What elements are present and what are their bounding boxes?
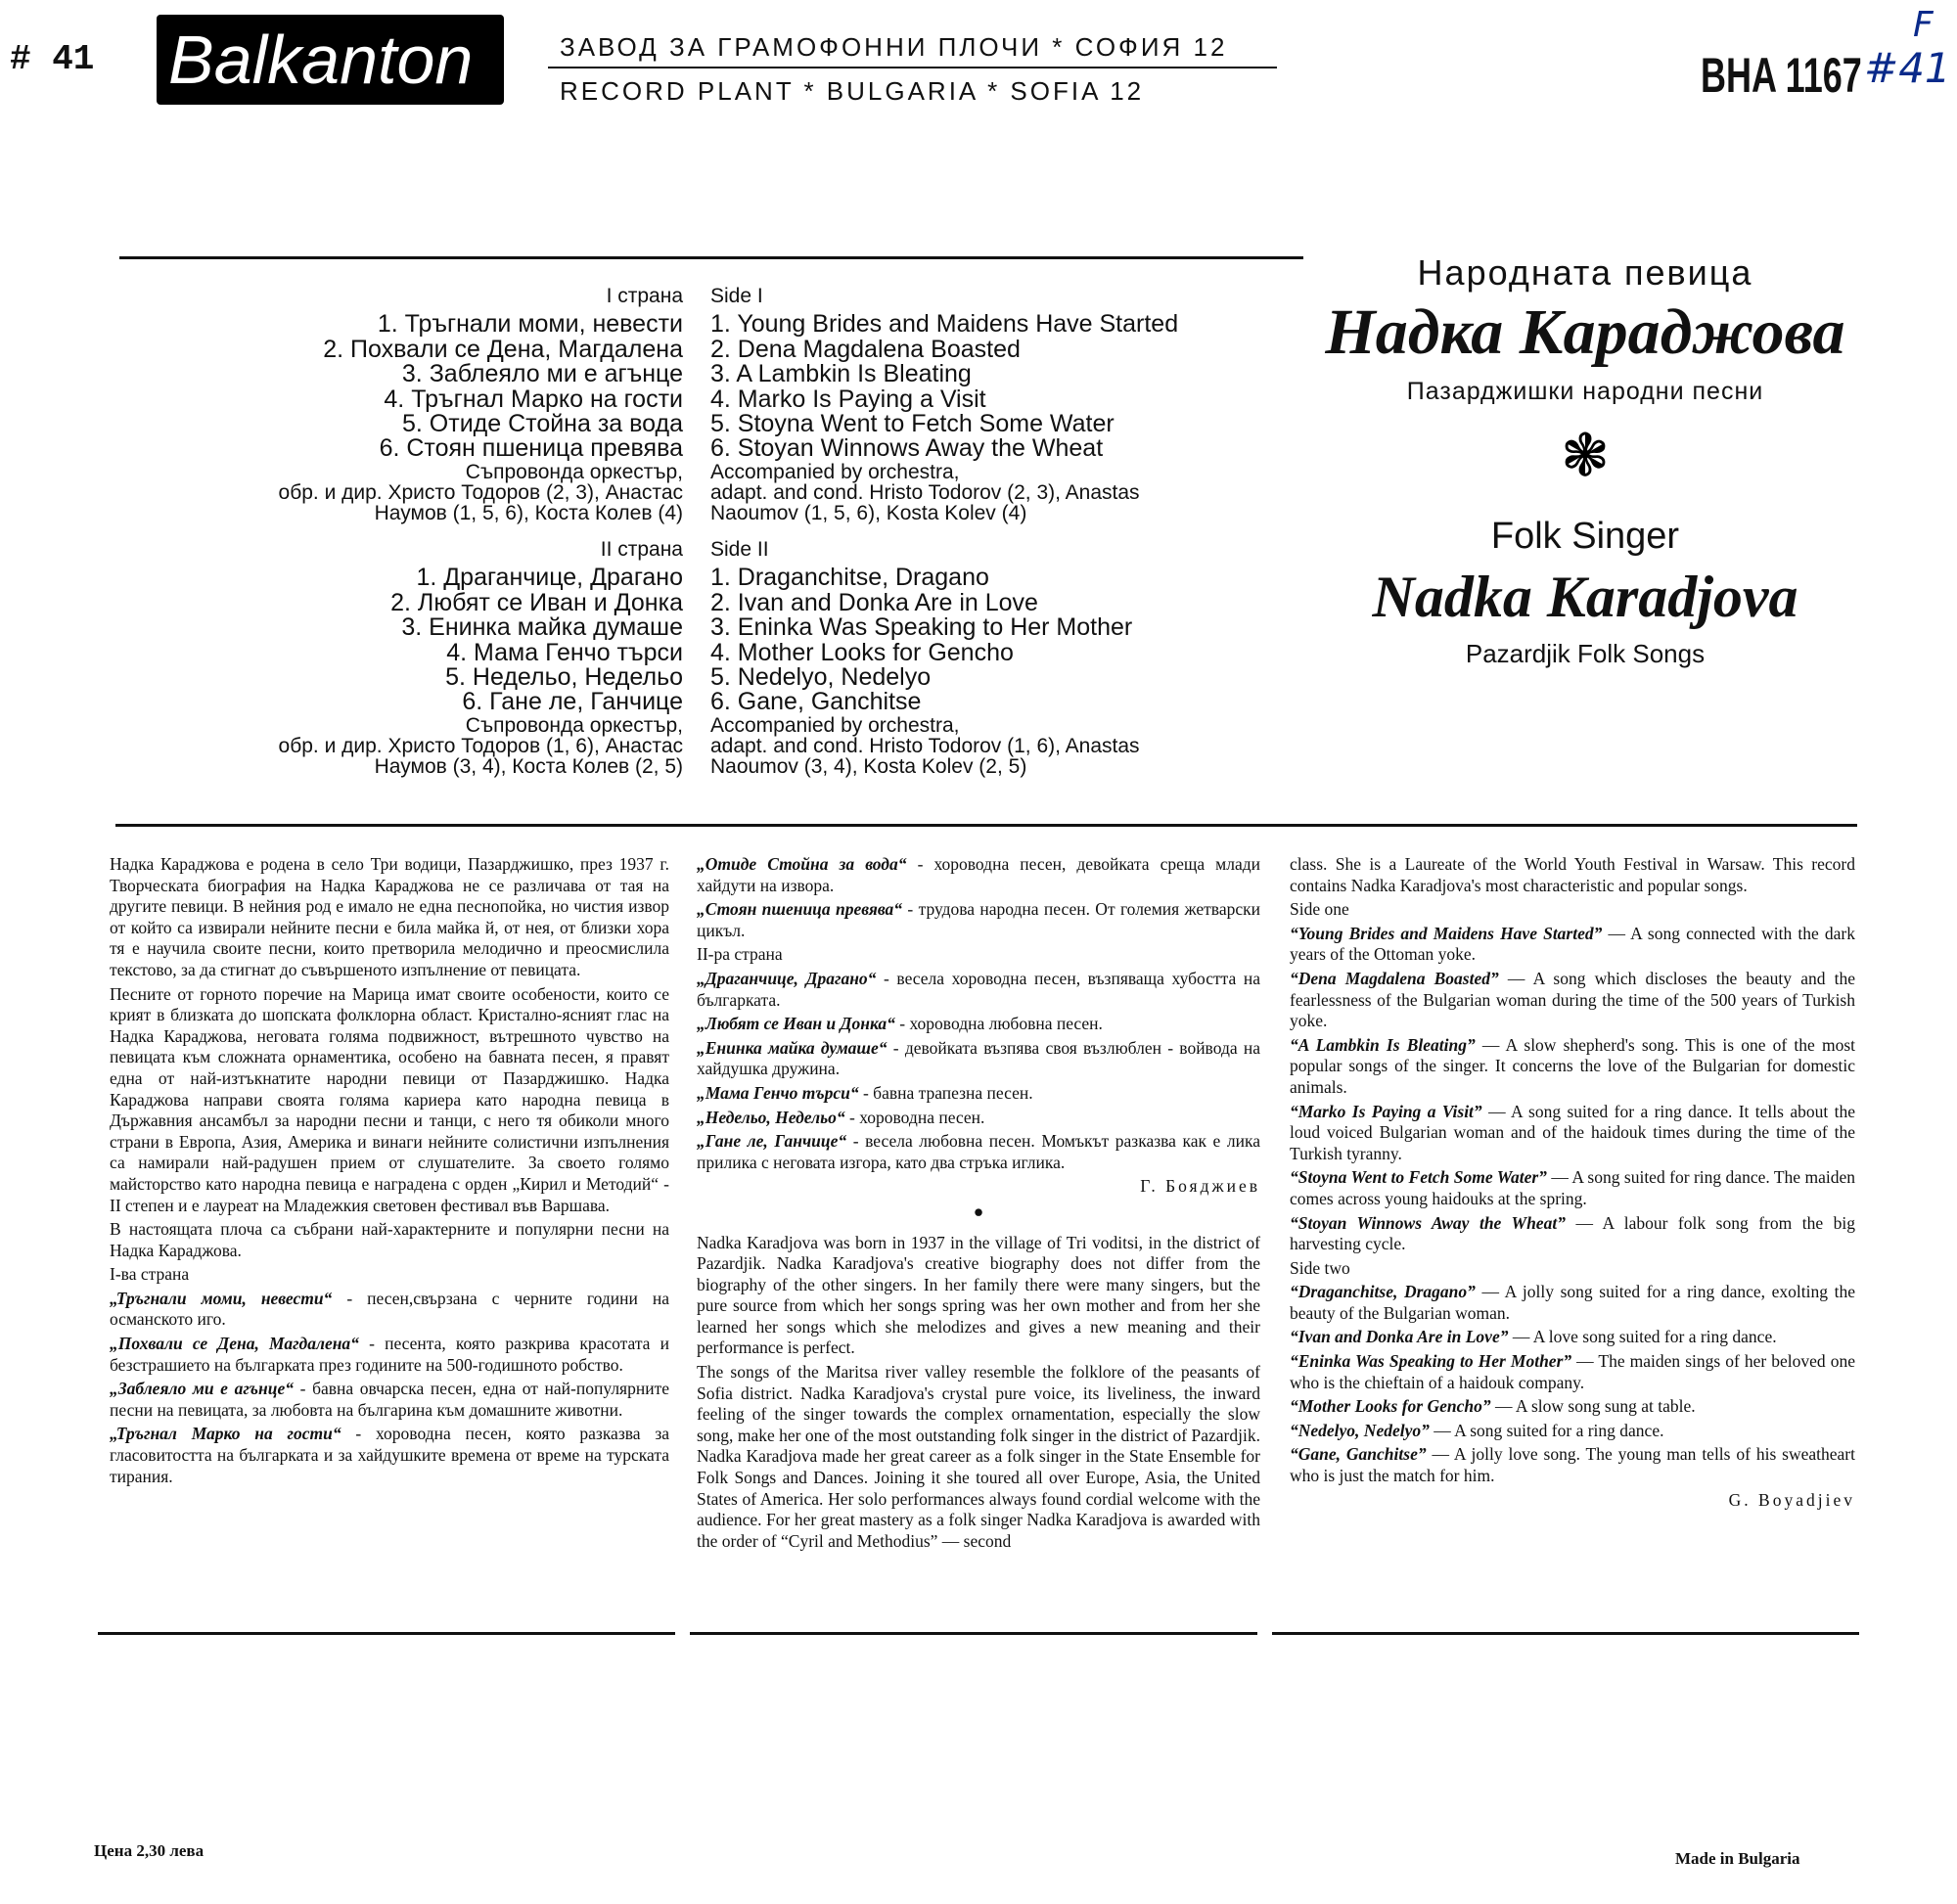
en-subtitle: Folk Singer [1490,516,1680,557]
author-signature-bg: Г. Бояджиев [1140,1176,1260,1197]
tracklist-side2-bg [279,537,683,777]
song-desc: — A jolly love song. The young man tells of his sweatheart who is just the match for him. [1290,1444,1855,1486]
song-desc: - бавна овчарска песен, една от най-популярните песни на певицата, за любовта на българина към домашните животни. [110,1379,669,1420]
credits: Наумов (1, 5, 6), Коста Колев (4) [374,501,683,524]
track: 1. Young Brides and Maidens Have Started [710,310,1179,339]
side-label: Side two [1290,1257,1350,1278]
song-note [110,1334,669,1376]
song-note [1290,1035,1855,1099]
song-note [1290,1327,1855,1348]
song-title: „Тръгнали моми, невести“ [110,1288,333,1308]
tracklist-side2-en [710,537,1140,777]
credits: Наумов (3, 4), Коста Колев (2, 5) [374,754,683,778]
track: 2. Похвали се Дена, Магдалена [323,335,683,363]
song-note [110,1424,669,1487]
credits: Naoumov (3, 4), Kosta Kolev (2, 5) [710,754,1027,778]
plant-name-bg: ЗАВОД ЗА ГРАМОФОННИ ПЛОЧИ * СОФИЯ 12 [560,32,1228,62]
track: 5. Отиде Стойна за вода [402,410,683,438]
header-rule [548,67,1277,68]
credits: обр. и дир. Христо Тодоров (2, 3), Анастас [278,480,683,504]
song-desc: - хороводна песен, която разказва за гласовитостта на българката и за хайдушките времена от време на турската тирания. [110,1424,670,1486]
song-title: “Nedelyo, Nedelyo” [1290,1420,1430,1440]
side2-heading-bg: II страна [600,538,683,561]
price: Цена 2,30 лева [94,1841,205,1860]
song-desc: — A song which discloses the beauty and the fearlessness of the Bulgarian woman during the time of the 500 years of Turkish yoke. [1290,968,1855,1031]
song-note [1290,1213,1855,1255]
song-title: “Draganchitse, Dragano” [1290,1282,1476,1302]
song-title: “Gane, Ganchitse” [1290,1444,1427,1465]
bottom-rule-middle [690,1632,1257,1635]
song-note [1290,924,1855,966]
song-title: “A Lambkin Is Bleating” [1290,1034,1476,1055]
track: 2. Ivan and Donka Are in Love [710,588,1038,616]
track: 3. Заблеяло ми е агънце [401,360,683,388]
song-note [697,969,1260,1011]
track: 3. Eninka Was Speaking to Her Mother [710,613,1133,642]
song-note [1290,1167,1855,1209]
author-signature-en: G. Boyadjiev [1728,1489,1855,1510]
song-title: „Драганчице, Драгано“ [697,968,877,988]
song-title: “Eninka Was Speaking to Her Mother” [1290,1351,1572,1372]
top-rule [119,256,1303,259]
song-desc: — A labour folk song from the big harvesting cycle. [1290,1212,1855,1254]
paragraph: Nadka Karadjova was born in 1937 in the village of Tri voditsi, in the district of Pazardjik. Nadka Karadjova's creative biography does not differ from the biography of the other singers. In her family there were many singers, but the pure source from which her songs spring was her own mother and from her she learned her songs which she melodizes and gives a new meaning and their performance is perfect. [697,1232,1260,1358]
song-title: “Dena Magdalena Boasted” [1290,968,1499,988]
song-desc: — A slow shepherd's song. This is one of the most popular songs of the singer. It concerns the love of the Bulgarian for domestic animals. [1290,1034,1855,1097]
song-note [110,1289,669,1331]
title-block [1292,252,1879,669]
song-title: „Енинка майка думаше“ [697,1037,887,1058]
song-title: “Stoyna Went to Fetch Some Water” [1290,1167,1547,1188]
song-desc: - весела хороводна песен, възпяваща хубостта на българката. [697,968,1260,1010]
song-desc: — A love song suited for a ring dance. [1508,1327,1777,1347]
song-title: „Тръгнал Марко на гости“ [110,1424,341,1444]
side-label: I-ва страна [110,1264,190,1285]
notes-column-bg-1 [110,854,669,1490]
track: 1. Тръгнали моми, невести [377,310,683,339]
song-desc: - девойката възпява своя възлюблен - войвода на хайдушка дружина. [697,1037,1260,1079]
track: 5. Недельо, Недельо [445,663,683,692]
song-note [1290,969,1855,1032]
song-title: „Похвали се Дена, Магдалена“ [110,1334,359,1354]
song-note [697,854,1260,896]
track: 1. Draganchitse, Dragano [710,564,989,592]
credits: Accompanied by orchestra, [710,460,960,483]
separator-dot-icon: ● [973,1201,984,1221]
credits: Съпровонда оркестър, [465,713,683,737]
song-title: “Young Brides and Maidens Have Started” [1290,923,1603,943]
track: 2. Любят се Иван и Донка [390,588,683,616]
track: 6. Gane, Ganchitse [710,688,922,716]
song-note [697,1083,1260,1105]
song-title: “Ivan and Donka Are in Love” [1290,1327,1509,1347]
bg-subtitle: Народната певица [1417,252,1753,293]
song-title: “Stoyan Winnows Away the Wheat” [1290,1212,1566,1233]
song-title: “Marko Is Paying a Visit” [1290,1101,1482,1121]
song-desc: — A jolly song suited for a ring dance, exolting the beauty of the Bulgarian woman. [1290,1282,1855,1323]
paragraph: В настоящата плоча са събрани най-характерните и популярни песни на Надка Караджова. [110,1219,669,1260]
track: 3. Енинка майка думаше [401,613,683,642]
notes-column-3 [1290,854,1855,1514]
en-album-title: Pazardjik Folk Songs [1465,639,1706,668]
bottom-rule-right [1272,1632,1859,1635]
song-title: „Отиде Стойна за вода“ [697,854,907,874]
song-title: “Mother Looks for Gencho” [1290,1396,1491,1417]
song-desc: — A song connected with the dark years of the Ottoman yoke. [1290,923,1855,965]
track: 6. Гане ле, Ганчице [462,688,683,716]
song-desc: - хороводна песен. [844,1107,985,1127]
song-note [697,1014,1260,1035]
paragraph: Надка Караджова е родена в село Три водици, Пазарджишко, през 1937 г. Творческата биография на Надка Караджова не се различава от тая на другите певици. В нейния род е имало не една песнопойка, но чистия извор от който са извирали нейните песни е била майка й, от нея, от близки хора тя е научила своите песни, които претворила мелодично и преосмислила текстово, за да стигнат до съвършеното изпълнение от певицата. [110,854,669,979]
paragraph: The songs of the Maritsa river valley resemble the folklore of the peasants of Sofia district. Nadka Karadjova's crystal pure voice, its liveliness, the inward feeling of the singer towards the complex ornamentation, especially the slow song, make her one of the most outstanding folk singer in the district of Pazardjik. Nadka Karadjova made her great career as a folk singer in the State Ensemble for Folk Songs and Dances. Joining it she toured all over Europe, Asia, the United States of America. Her solo performances always found cordial welcome with the audience. For her great mastery as a folk singer Nadka Karadjova is awarded with the order of “Cyril and Methodius” — second [697,1362,1260,1551]
reference-number: # 41 [10,39,95,79]
song-title: „Недельо, Недельо“ [697,1107,845,1127]
credits: Accompanied by orchestra, [710,713,960,737]
side-label: Side one [1290,899,1349,920]
song-desc: - трудова народна песен. От големия жетварски цикъл. [697,899,1260,940]
song-desc: - песен,свързана с черните години на османското иго. [110,1288,670,1330]
track: 1. Драганчице, Драгано [416,564,683,592]
track: 2. Dena Magdalena Boasted [710,335,1021,363]
track: 4. Mother Looks for Gencho [710,638,1014,666]
plant-name-en: RECORD PLANT * BULGARIA * SOFIA 12 [560,76,1145,106]
song-desc: - хороводна любовна песен. [894,1014,1103,1034]
credits: adapt. and cond. Hristo Todorov (1, 6), Anastas [710,734,1140,757]
song-desc: — A song suited for a ring dance. [1429,1420,1664,1440]
track: 6. Стоян пшеница превява [379,434,683,463]
song-note [697,1108,1260,1129]
credits: adapt. and cond. Hristo Todorov (2, 3), Anastas [710,480,1140,504]
tracklist-side1-bg [279,284,683,523]
track: 4. Marko Is Paying a Visit [710,385,986,413]
song-title: „Гане ле, Ганчице“ [697,1131,847,1152]
song-note [1290,1282,1855,1324]
paragraph: class. She is a Laureate of the World Youth Festival in Warsaw. This record contains Nadka Karadjova's most characteristic and popular songs. [1290,854,1855,895]
made-in: Made in Bulgaria [1675,1849,1800,1868]
side1-heading-bg: I страна [606,285,683,307]
song-note [1290,1444,1855,1486]
tracklist-side1-en [710,284,1178,523]
song-note [1290,1351,1855,1393]
handwritten-f: F [1913,5,1934,45]
track: 4. Тръгнал Марко на гости [384,385,683,413]
side-label: II-ра страна [697,944,783,965]
credits: Naoumov (1, 5, 6), Kosta Kolev (4) [710,501,1027,524]
en-artist-name: Nadka Karadjova [1372,565,1798,629]
song-desc: — A song suited for ring dance. The maiden comes across young haidouks at the spring. [1290,1167,1855,1208]
track: 3. A Lambkin Is Bleating [710,360,972,388]
bg-artist-name: Надка Караджова [1325,296,1845,368]
side1-heading-en: Side I [710,285,763,307]
song-desc: — The maiden sings of her beloved one who is the chieftain of a haidouk company. [1290,1351,1855,1392]
song-note [697,1131,1260,1173]
middle-rule [115,824,1857,827]
song-note [1290,1102,1855,1165]
song-title: „Любят се Иван и Донка“ [697,1014,895,1034]
song-desc: — A song suited for a ring dance. It tells about the loud voiced Bulgarian woman and of the haidouk times during the time of the Turkish tyranny. [1290,1101,1855,1163]
song-desc: - песента, която разкрива красотата и безстрашието на българката през годините на 500-годишното робство. [110,1334,669,1375]
song-title: „Стоян пшеница превява“ [697,899,903,920]
balkanton-logo: Balkanton [157,15,504,105]
bottom-rule-left [98,1632,675,1635]
song-note [1290,1421,1855,1442]
song-note [697,899,1260,941]
song-title: „Мама Генчо търси“ [697,1082,859,1103]
catalog-number: BHA 1167 [1701,48,1862,103]
song-note [110,1379,669,1421]
track: 4. Мама Генчо търси [446,638,683,666]
bg-album-title: Пазарджишки народни песни [1406,378,1764,405]
track: 6. Stoyan Winnows Away the Wheat [710,434,1104,463]
flower-ornament-icon: ❃ [1560,424,1611,488]
song-desc: - бавна трапезна песен. [858,1082,1033,1103]
notes-column-2 [697,854,1260,1555]
paragraph: Песните от горното поречие на Марица имат своите особености, които се крият в близката до шопската фолклорна област. Кристално-ясният глас на Надка Караджова, неговата голяма подвижност, вътрешното чувство на певицата към сложната орнаментика, особено на бавната песен, я правят една от най-изтъкнатите народни певици от Пазарджишко. Надка Караджова направи своята голяма кариера като народна певица в Държавния ансамбъл за народни песни и танци, с него тя обиколи много страни в Европа, Азия, Америка и винаги нейните солистични изпълнения са намирали най-радушен прием от слушателите. За своето голямо майсторство като народна певица е наградена с орден „Кирил и Методий“ - II степен и е лауреат на Младежкия световен фестивал във Варшава. [110,983,669,1215]
song-desc: — A slow song sung at table. [1490,1396,1696,1417]
song-desc: - хороводна песен, девойката среща млади хайдути на извора. [697,854,1260,895]
track: 5. Stoyna Went to Fetch Some Water [710,410,1115,438]
credits: Съпровонда оркестър, [465,460,683,483]
song-desc: - весела любовна песен. Момъкът разказва как е лика прилика с неговата изгора, като два стръка иглика. [697,1131,1260,1172]
song-note [697,1038,1260,1080]
side2-heading-en: Side II [710,538,769,561]
handwritten-number: #41 [1864,44,1951,92]
track: 5. Nedelyo, Nedelyo [710,663,932,692]
credits: обр. и дир. Христо Тодоров (1, 6), Анастас [278,734,683,757]
song-title: „Заблеяло ми е агънце“ [110,1379,294,1399]
song-note [1290,1396,1855,1418]
